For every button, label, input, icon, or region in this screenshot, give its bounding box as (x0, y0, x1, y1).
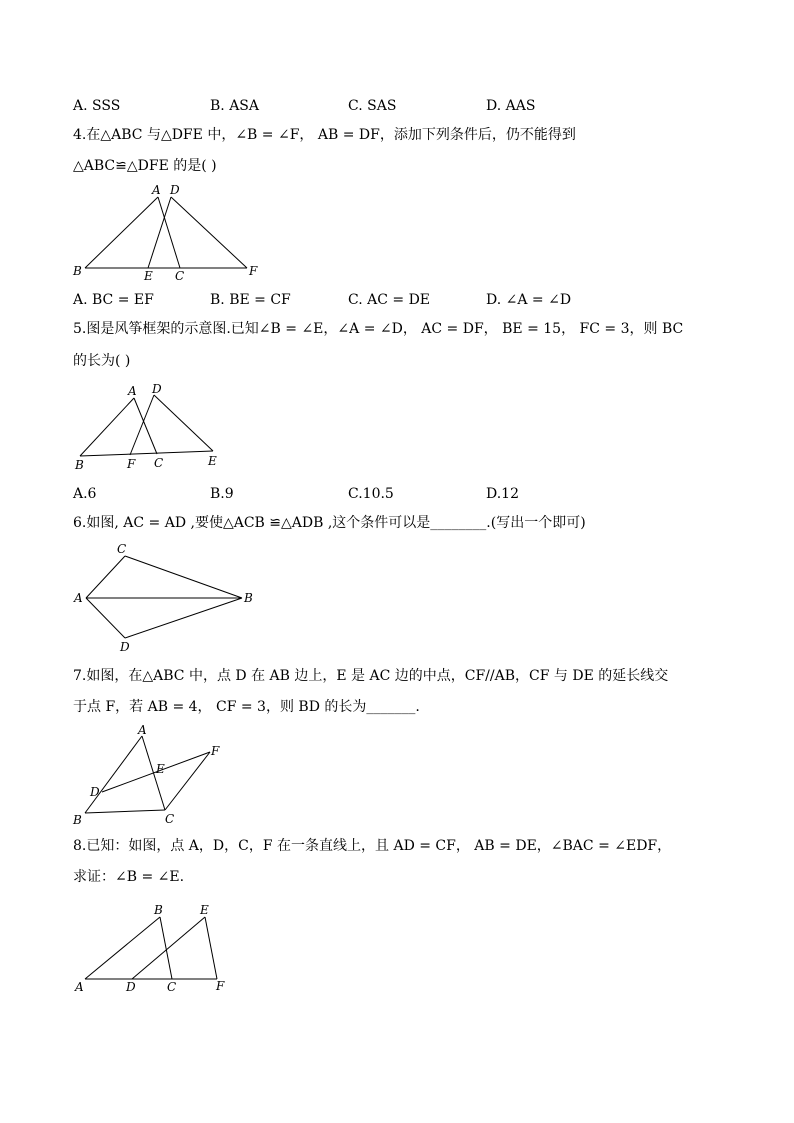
q7-label-a: A (138, 723, 147, 737)
q6-figure (70, 540, 270, 655)
q5-label-a: A (128, 384, 137, 398)
q5-label-e: E (208, 454, 217, 468)
q7-figure (70, 722, 230, 827)
q4-option-c: C. AC = DE (348, 292, 431, 308)
q4-stem-line2: △ABC≌△DFE 的是( ) (73, 158, 217, 174)
q4-label-d: D (170, 183, 180, 197)
q4-option-b: B. BE = CF (210, 292, 291, 308)
q5-label-b: B (75, 458, 84, 472)
q7-line-ba (85, 736, 142, 813)
q7-label-b: B (73, 813, 82, 827)
q5-line-df (130, 395, 154, 455)
q4-stem-line1: 4.在△ABC 与△DFE 中，∠B = ∠F， AB = DF，添加下列条件后，仍不能得到 (73, 127, 576, 143)
q4-figure (70, 180, 270, 285)
q7-line-bc (85, 810, 165, 813)
q4-label-a: A (152, 183, 161, 197)
q7-label-d: D (90, 785, 100, 799)
q6-line-cb (125, 556, 242, 598)
q3-option-c: C. SAS (348, 98, 397, 114)
q6-line-db (125, 598, 242, 638)
q8-label-a: A (75, 980, 84, 994)
q4-option-a: A. BC = EF (73, 292, 154, 308)
q8-label-f: F (216, 979, 225, 993)
q8-line-bc (160, 917, 172, 979)
q4-label-c: C (175, 269, 185, 283)
q4-label-b: B (73, 264, 82, 278)
q5-option-d: D.12 (486, 486, 519, 502)
q5-line-ac (134, 398, 157, 454)
q5-option-b: B.9 (210, 486, 234, 502)
q5-label-f: F (127, 457, 136, 471)
q6-label-d: D (120, 640, 130, 654)
q7-label-e: E (156, 762, 165, 776)
q8-stem-line1: 8.已知：如图，点 A，D，C，F 在一条直线上，且 AD = CF， AB = DE，∠BAC = ∠EDF， (73, 838, 672, 854)
q4-line-ac (158, 197, 180, 268)
q3-option-d: D. AAS (486, 98, 536, 114)
q5-figure (70, 378, 230, 473)
q7-label-f: F (211, 744, 220, 758)
q6-label-b: B (244, 591, 253, 605)
q5-stem-line2: 的长为( ) (73, 353, 131, 369)
q7-label-c: C (165, 812, 175, 826)
q8-line-de (132, 917, 205, 979)
q6-line-ad (86, 598, 125, 638)
q5-stem-line1: 5.图是风筝框架的示意图.已知∠B = ∠E，∠A = ∠D， AC = DF， BE = 15， FC = 3，则 BC (73, 321, 684, 337)
q6-line-ac (86, 556, 125, 598)
q5-label-c: C (154, 456, 164, 470)
q5-option-c: C.10.5 (348, 486, 394, 502)
q8-line-ef (205, 917, 217, 979)
q8-line-ab (85, 917, 160, 979)
q4-option-d: D. ∠A = ∠D (486, 292, 572, 308)
q8-stem-line2: 求证：∠B = ∠E. (73, 869, 185, 885)
q5-line-be (80, 451, 213, 456)
q4-label-e: E (144, 269, 153, 283)
q8-label-d: D (126, 980, 136, 994)
q5-line-ba (80, 398, 134, 456)
q5-option-a: A.6 (73, 486, 97, 502)
q4-line-df (171, 197, 247, 268)
q7-stem-line1: 7.如图，在△ABC 中，点 D 在 AB 边上，E 是 AC 边的中点，CF//AB，CF 与 DE 的延长线交 (73, 668, 669, 684)
q5-line-de (154, 395, 213, 451)
q4-line-ba (85, 197, 158, 268)
q8-label-e: E (200, 903, 209, 917)
q6-label-c: C (117, 542, 127, 556)
q4-line-de (148, 197, 171, 268)
q6-stem-line1: 6.如图, AC = AD ,要使△ACB ≌△ADB ,这个条件可以是________.(写出一个即可) (73, 515, 586, 531)
q6-label-a: A (74, 591, 83, 605)
q8-label-c: C (167, 980, 177, 994)
q7-stem-line2: 于点 F，若 AB = 4， CF = 3，则 BD 的长为_______. (73, 699, 420, 715)
q5-label-d: D (152, 382, 162, 396)
q3-option-a: A. SSS (73, 98, 121, 114)
q8-figure (70, 898, 245, 998)
q8-label-b: B (154, 903, 163, 917)
q4-label-f: F (249, 264, 258, 278)
q3-option-b: B. ASA (210, 98, 259, 114)
